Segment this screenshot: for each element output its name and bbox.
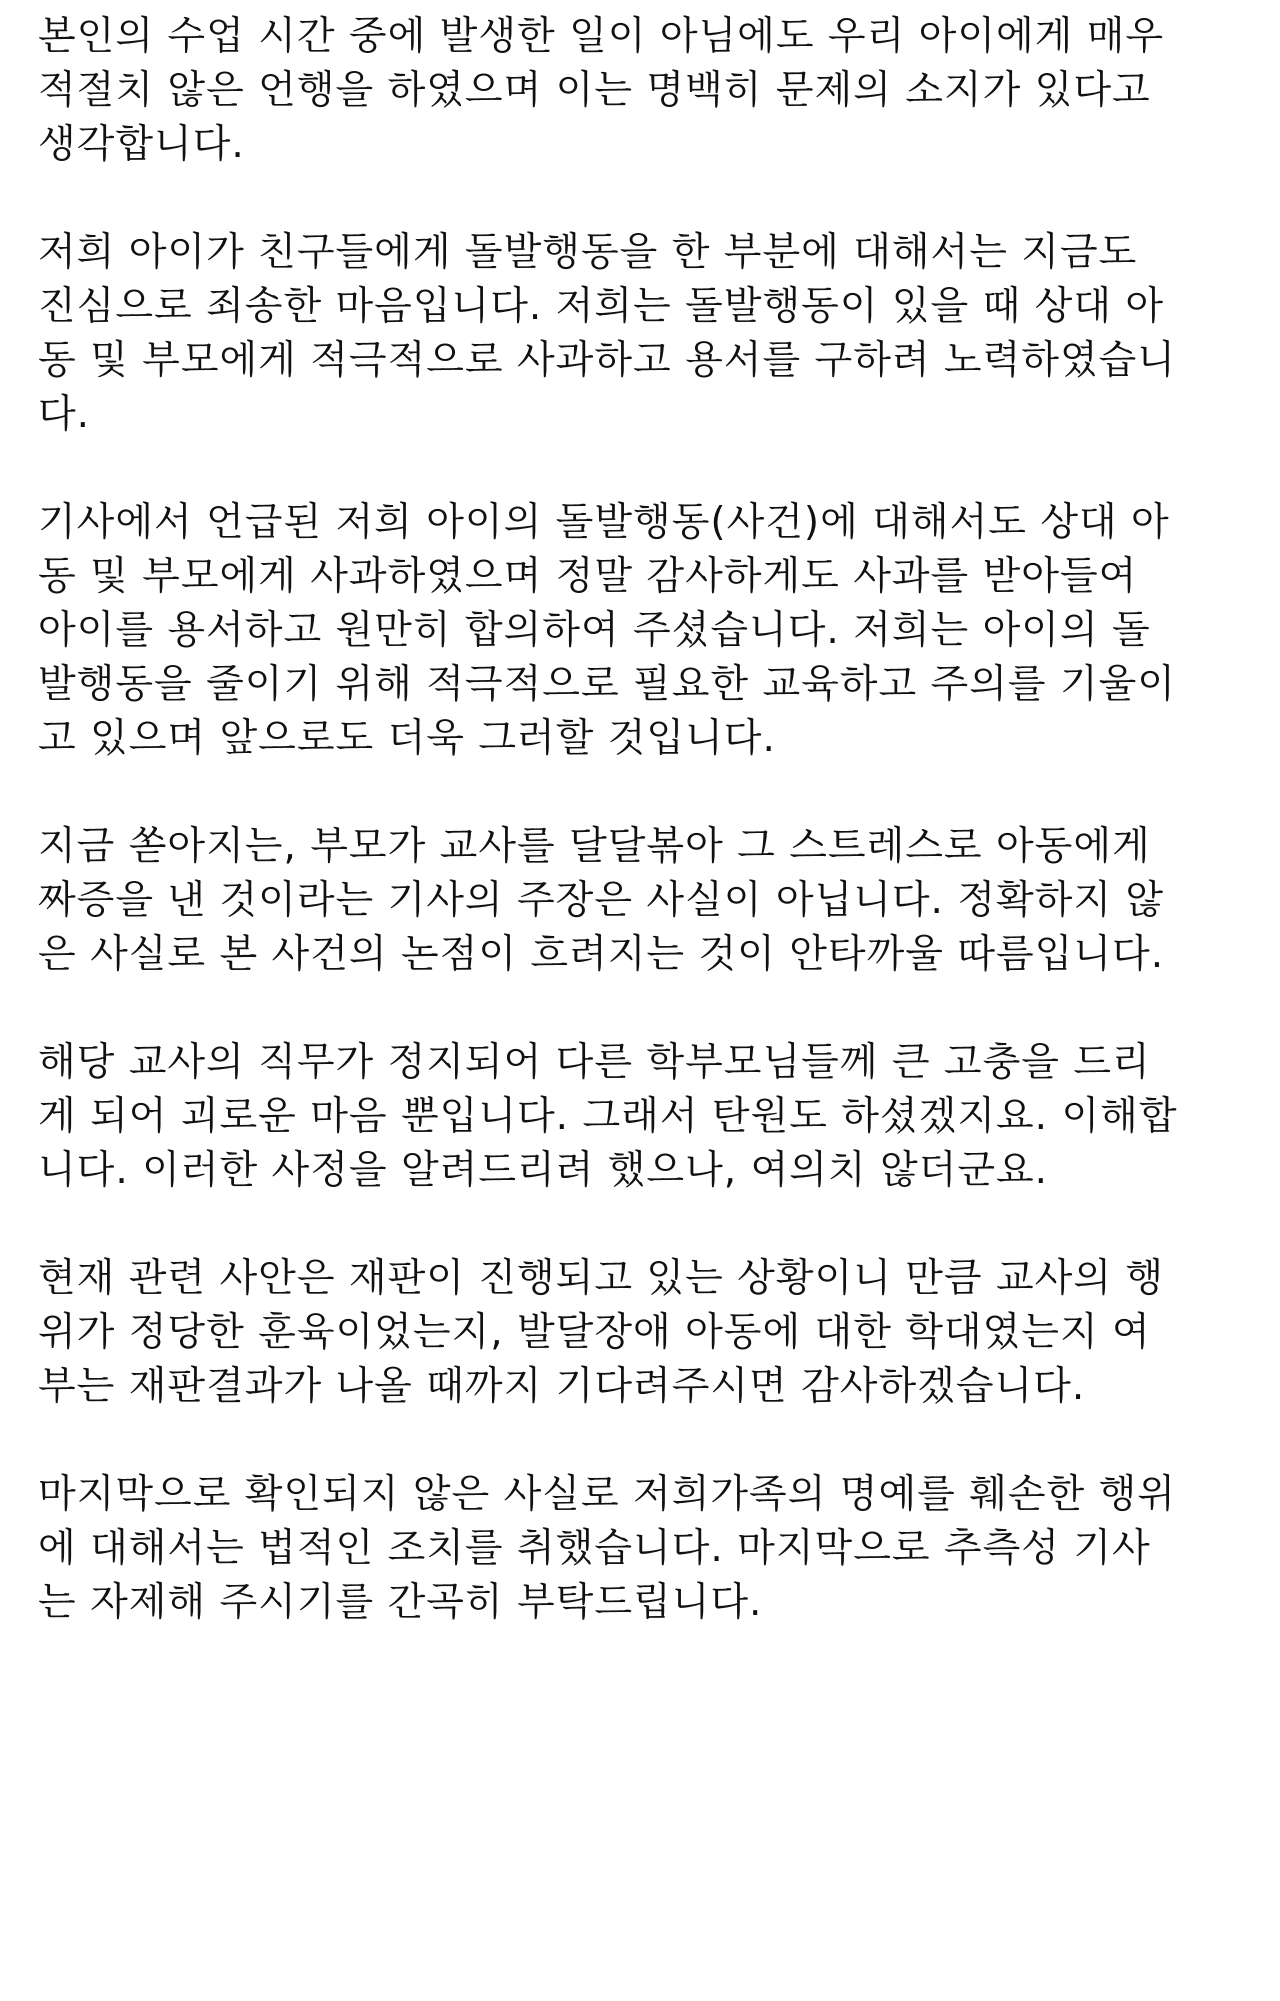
paragraph-7: [38, 1468, 1250, 1630]
text-line: 동 및 부모에게 사과하였으며 정말 감사하게도 사과를 받아들여: [38, 554, 1138, 599]
text-line: 아이를 용서하고 원만히 합의하여 주셨습니다. 저희는 아이의 돌: [38, 608, 1151, 653]
paragraph-3: [38, 496, 1250, 766]
paragraph-4: [38, 820, 1250, 982]
text-line: 발행동을 줄이기 위해 적극적으로 필요한 교육하고 주의를 기울이: [38, 662, 1176, 707]
text-line: 마지막으로 확인되지 않은 사실로 저희가족의 명예를 훼손한 행위: [38, 1472, 1176, 1517]
text-line: 저희 아이가 친구들에게 돌발행동을 한 부분에 대해서는 지금도: [38, 230, 1138, 275]
text-line: 동 및 부모에게 적극적으로 사과하고 용서를 구하려 노력하였습니: [38, 338, 1176, 383]
text-line: 부는 재판결과가 나올 때까지 기다려주시면 감사하겠습니다.: [38, 1364, 1086, 1409]
paragraph-5: [38, 1036, 1250, 1198]
text-line: 은 사실로 본 사건의 논점이 흐려지는 것이 안타까울 따름입니다.: [38, 932, 1165, 977]
text-line: 기사에서 언급된 저희 아이의 돌발행동(사건)에 대해서도 상대 아: [38, 500, 1170, 545]
text-line: 니다. 이러한 사정을 알려드리려 했으나, 여의치 않더군요.: [38, 1148, 1049, 1193]
text-line: 다.: [38, 392, 91, 437]
text-line: 본인의 수업 시간 중에 발생한 일이 아님에도 우리 아이에게 매우: [38, 14, 1165, 59]
text-line: 생각합니다.: [38, 122, 245, 167]
text-line: 적절치 않은 언행을 하였으며 이는 명백히 문제의 소지가 있다고: [38, 68, 1151, 113]
text-line: 현재 관련 사안은 재판이 진행되고 있는 상황이니 만큼 교사의 행: [38, 1256, 1165, 1301]
text-line: 는 자제해 주시기를 간곡히 부탁드립니다.: [38, 1580, 763, 1625]
statement-document: [38, 10, 1250, 1684]
paragraph-1: [38, 10, 1250, 172]
text-line: 해당 교사의 직무가 정지되어 다른 학부모님들께 큰 고충을 드리: [38, 1040, 1151, 1085]
paragraph-2: [38, 226, 1250, 442]
text-line: 진심으로 죄송한 마음입니다. 저희는 돌발행동이 있을 때 상대 아: [38, 284, 1165, 329]
text-line: 위가 정당한 훈육이었는지, 발달장애 아동에 대한 학대였는지 여: [38, 1310, 1151, 1355]
text-line: 짜증을 낸 것이라는 기사의 주장은 사실이 아닙니다. 정확하지 않: [38, 878, 1165, 923]
text-line: 에 대해서는 법적인 조치를 취했습니다. 마지막으로 추측성 기사: [38, 1526, 1151, 1571]
text-line: 게 되어 괴로운 마음 뿐입니다. 그래서 탄원도 하셨겠지요. 이해합: [38, 1094, 1178, 1139]
text-line: 지금 쏟아지는, 부모가 교사를 달달볶아 그 스트레스로 아동에게: [38, 824, 1151, 869]
paragraph-6: [38, 1252, 1250, 1414]
text-line: 고 있으며 앞으로도 더욱 그러할 것입니다.: [38, 716, 776, 761]
